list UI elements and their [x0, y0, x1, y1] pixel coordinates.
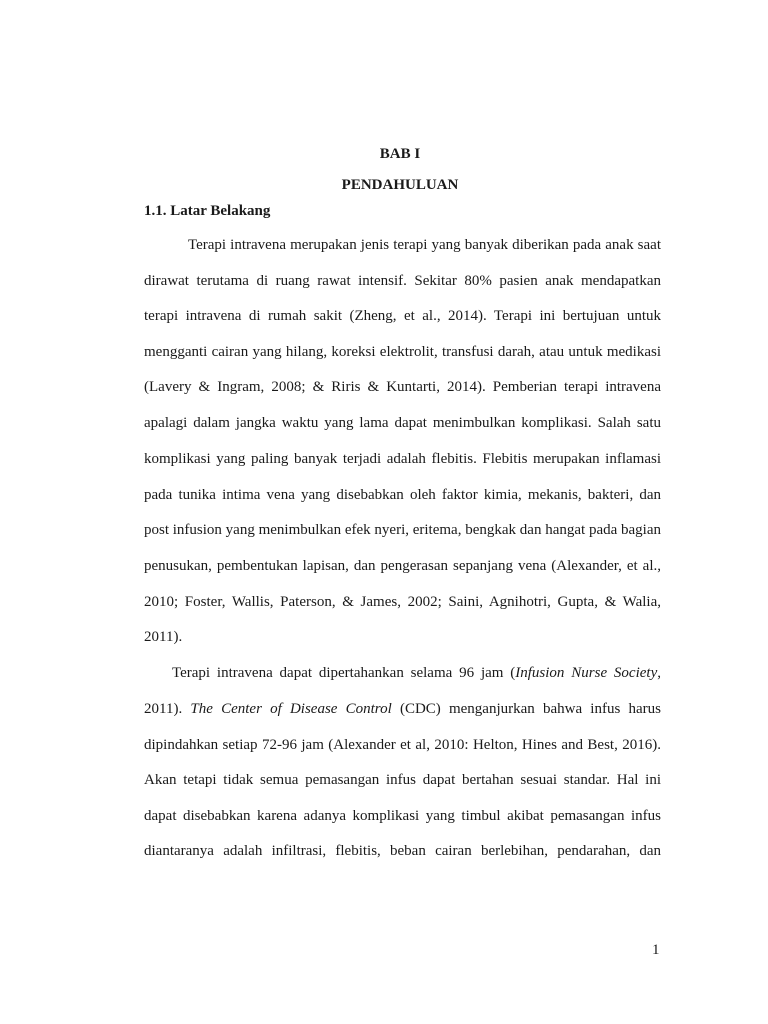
- paragraph-2-text: (CDC) menganjurkan bahwa infus harus: [391, 701, 661, 717]
- paragraph-1-line: komplikasi yang paling banyak terjadi adalah flebitis. Flebitis merupakan inflamasi: [144, 451, 661, 467]
- paragraph-1-line: apalagi dalam jangka waktu yang lama dapat menimbulkan komplikasi. Salah satu: [144, 415, 661, 431]
- paragraph-2-text: Terapi intravena dapat dipertahankan selama 96 jam (: [172, 665, 516, 681]
- paragraph-1-line: 2011).: [144, 629, 183, 645]
- paragraph-1-line: penusukan, pembentukan lapisan, dan pengerasan sepanjang vena (Alexander, et al.,: [144, 558, 661, 574]
- paragraph-2-line: dapat disebabkan karena adanya komplikasi yang timbul akibat pemasangan infus: [144, 808, 661, 824]
- paragraph-2-italic-term: Infusion Nurse Society: [515, 665, 658, 681]
- paragraph-1-line: dirawat terutama di ruang rawat intensif. Sekitar 80% pasien anak mendapatkan: [144, 273, 661, 289]
- section-heading: 1.1. Latar Belakang: [144, 203, 271, 219]
- paragraph-2-line: Akan tetapi tidak semua pemasangan infus dapat bertahan sesuai standar. Hal ini: [144, 772, 661, 788]
- chapter-title: PENDAHULUAN: [341, 177, 459, 193]
- paragraph-1-line: pada tunika intima vena yang disebabkan oleh faktor kimia, mekanis, bakteri, dan: [144, 487, 661, 503]
- paragraph-1-line: 2010; Foster, Wallis, Paterson, & James, 2002; Saini, Agnihotri, Gupta, & Walia,: [144, 594, 661, 610]
- paragraph-2-italic-term: The Center of Disease Control: [190, 701, 392, 717]
- paragraph-1-line: terapi intravena di rumah sakit (Zheng, et al., 2014). Terapi ini bertujuan untuk: [144, 308, 661, 324]
- paragraph-2-text: 2011).: [144, 701, 191, 717]
- paragraph-2-line: [144, 700, 661, 718]
- chapter-number: BAB I: [379, 146, 421, 162]
- paragraph-1-line: (Lavery & Ingram, 2008; & Riris & Kuntarti, 2014). Pemberian terapi intravena: [144, 379, 661, 395]
- paragraph-2-line: dipindahkan setiap 72-96 jam (Alexander et al, 2010: Helton, Hines and Best, 2016).: [144, 737, 661, 753]
- paragraph-2-line: diantaranya adalah infiltrasi, flebitis, beban cairan berlebihan, pendarahan, dan: [144, 843, 661, 859]
- paragraph-1-line: mengganti cairan yang hilang, koreksi elektrolit, transfusi darah, atau untuk medikasi: [144, 344, 661, 360]
- paragraph-2-text: ,: [657, 665, 661, 681]
- paragraph-1-line: post infusion yang menimbulkan efek nyeri, eritema, bengkak dan hangat pada bagian: [144, 522, 661, 538]
- paragraph-2-line: [172, 664, 661, 682]
- page-number: 1: [652, 942, 660, 958]
- paragraph-1-line: Terapi intravena merupakan jenis terapi yang banyak diberikan pada anak saat: [188, 237, 661, 253]
